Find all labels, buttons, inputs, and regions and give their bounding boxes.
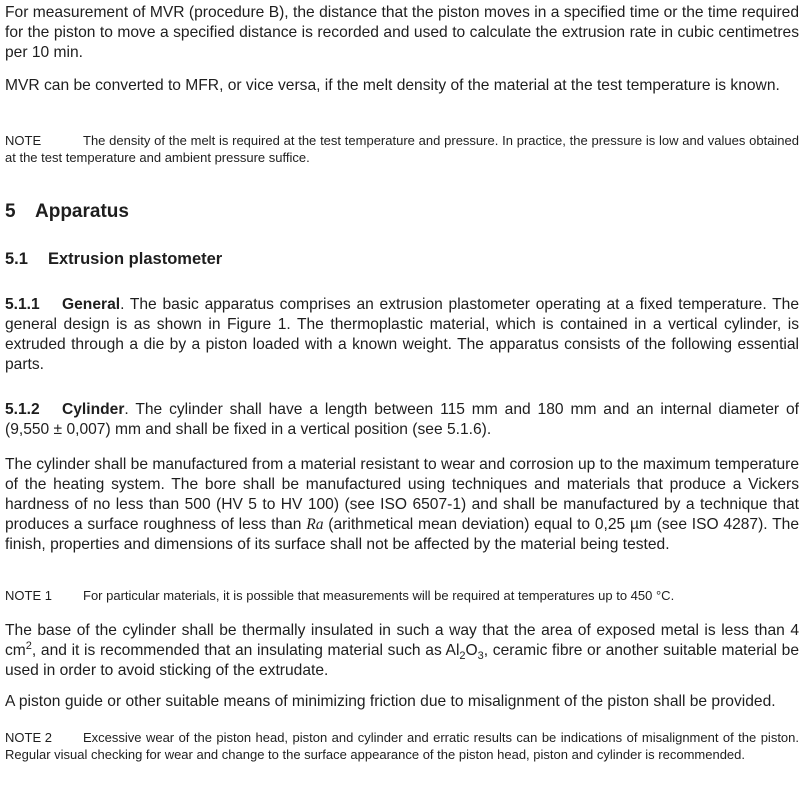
section-number: 5 — [5, 201, 16, 222]
text-run: , and it is recommended that an insulating material such as Al — [31, 642, 460, 659]
section-heading-5-1 — [5, 248, 222, 270]
note-text: The density of the melt is required at the test temperature and pressure. In practice, the pressure is low and values obtained at the test temperature and ambient pressure suffice. — [5, 133, 799, 165]
clause-title: General — [62, 296, 121, 313]
note-text: Excessive wear of the piston head, piston and cylinder and erratic results can be indications of misalignment of the piston. Regular visual checking for wear and change to the surface appearance of the piston head, piston and cylinder is recommended. — [5, 730, 799, 762]
subscript: 2 — [459, 650, 466, 663]
clause-number: 5.1.1 — [5, 296, 40, 313]
clause-5-1-1 — [5, 295, 799, 375]
subscript: 3 — [477, 650, 484, 663]
section-title: Apparatus — [35, 201, 129, 222]
intro-note — [5, 133, 799, 166]
section-number: 5.1 — [5, 250, 28, 268]
note-label: NOTE 2 — [5, 730, 52, 745]
note-1 — [5, 588, 799, 605]
intro-paragraph-1: For measurement of MVR (procedure B), the distance that the piston moves in a specified time or the time required for the piston to move a specified distance is recorded and used to calculate the extrusion rate in cubic centimetres per 10 min. — [5, 4, 799, 61]
text-run: The cylinder shall be manufactured from a material resistant to wear and corrosion up to the maximum temperature of the heating system. The bore shall be manufactured using techniques and materials that produce a Vickers hardness of no less than 500 (HV 5 to HV 100) (see ISO 6507-1) and shall be manufactured by a technique that produces a surface roughness of less than — [5, 456, 799, 533]
text-run: , ceramic fibre or another suitable material be used in order to avoid sticking of the extrudate. — [5, 642, 799, 679]
text-run: The base of the cylinder shall be thermally insulated in such a way that the area of exposed metal is less than 4 cm — [5, 622, 799, 659]
clause-text: . The basic apparatus comprises an extrusion plastometer operating at a fixed temperature. The general design is as shown in Figure 1. The thermoplastic material, which is contained in a vertical cylinder, is extruded through a die by a piston loaded with a known weight. The apparatus consists of the following essential parts. — [5, 296, 799, 373]
section-title: Extrusion plastometer — [48, 250, 223, 268]
note-label: NOTE 1 — [5, 588, 52, 603]
ra-symbol: Ra — [306, 516, 324, 533]
superscript: 2 — [25, 639, 32, 652]
section-heading-5 — [5, 200, 129, 224]
clause-text: . The cylinder shall have a length between 115 mm and 180 mm and an internal diameter of (9,550 ± 0,007) mm and shall be fixed in a vertical position (see 5.1.6). — [5, 401, 799, 438]
note-text: For particular materials, it is possible that measurements will be required at temperatures up to 450 °C. — [83, 588, 675, 603]
text-run: (arithmetical mean deviation) equal to 0,25 µm (see ISO 4287). The finish, properties and dimensions of its surface shall not be affected by the material being tested. — [5, 516, 799, 553]
cylinder-paragraph-3 — [5, 621, 799, 681]
clause-number: 5.1.2 — [5, 401, 40, 418]
intro-paragraph-2: MVR can be converted to MFR, or vice versa, if the melt density of the material at the test temperature is known. — [5, 77, 780, 94]
cylinder-paragraph-2 — [5, 455, 799, 555]
note-2 — [5, 730, 799, 763]
clause-5-1-2 — [5, 400, 799, 440]
note-label: NOTE — [5, 133, 42, 148]
clause-title: Cylinder — [62, 401, 125, 418]
cylinder-paragraph-4: A piston guide or other suitable means of minimizing friction due to misalignment of the piston shall be provided. — [5, 693, 776, 710]
text-run: O — [465, 642, 478, 659]
